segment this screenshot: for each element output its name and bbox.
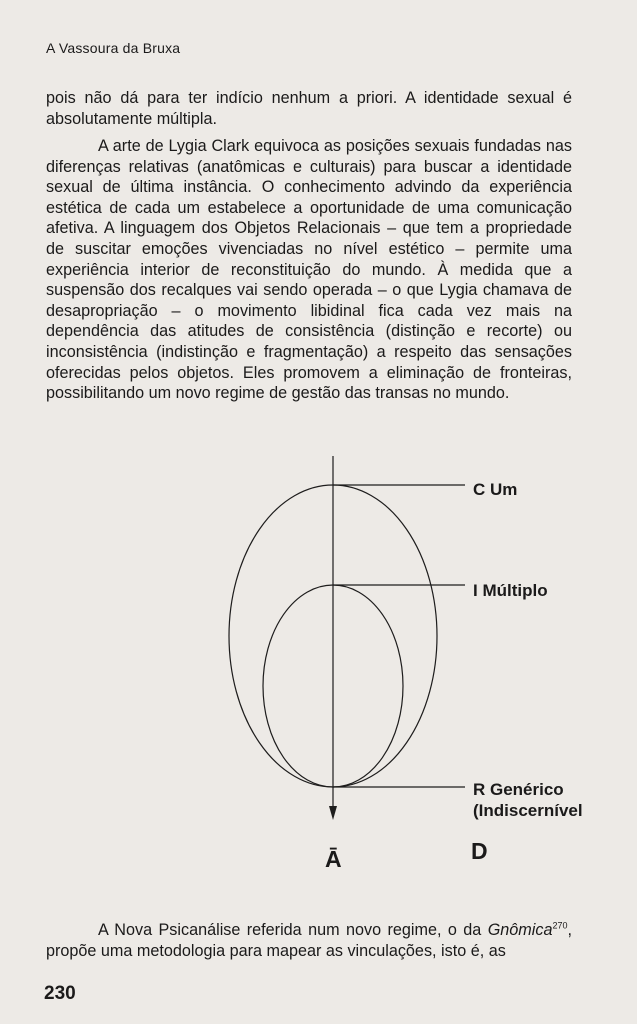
- paragraph-2-text: A arte de Lygia Clark equivoca as posições sexuais fundadas nas diferenças relativas (anatômicas e culturais) para buscar a identidade sexual de última instância. O conhecimento advindo da experiência estética de cada um estabelece a oportunidade de uma comunicação afetiva. A linguagem dos Objetos Relacionais – que tem a propriedade de suscitar emoções vivenciadas no nível estético – permite uma experiência interior de reconstituição do mundo. À medida que a suspensão dos recalques vai sendo operada – o que Lygia chamava de desapropriação – o movimento libidinal fica cada vez mais na dependência das atitudes de consistência (distinção e recorte) ou inconsistência (indistinção e fragmentação) a respeito das sensações oferecidas pelos objetos. Eles promovem a eliminação de fronteiras, possibilitando um novo regime de gestão das transas no mundo.: [46, 137, 572, 403]
- running-header: A Vassoura da Bruxa: [46, 40, 181, 56]
- page-number: 230: [44, 983, 76, 1004]
- gnomica-term: Gnômica: [487, 921, 553, 939]
- paragraph-3-start: A Nova Psicanálise referida num novo regime, o da: [98, 921, 488, 939]
- axis-arrowhead: [329, 806, 337, 820]
- paragraph-3-end: , propõe uma metodologia para mapear as vinculações, isto é, as: [46, 921, 572, 960]
- paragraph-1-text: pois não dá para ter indício nenhum a priori. A identidade sexual é absolutamente múltipla.: [46, 89, 572, 128]
- label-c-um: C Um: [473, 480, 518, 499]
- label-i-multiplo: I Múltiplo: [473, 581, 548, 600]
- footnote-marker[interactable]: 270: [552, 920, 568, 931]
- label-a-bar: Ā: [325, 846, 342, 872]
- label-indiscernivel: (Indiscernível: [473, 801, 583, 820]
- paragraph-3: [46, 920, 572, 961]
- label-d: D: [471, 838, 488, 864]
- label-r-generico: R Genérico: [473, 780, 564, 799]
- paragraph-3-text: [46, 920, 572, 961]
